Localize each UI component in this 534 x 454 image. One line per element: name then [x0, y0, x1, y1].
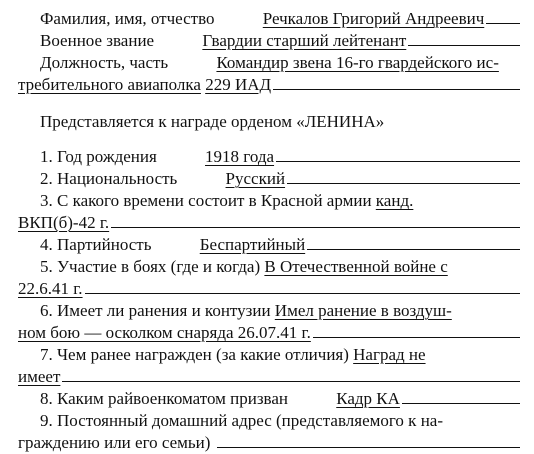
item-7-label: 7. Чем ранее награжден (за какие отличия) [40, 345, 349, 364]
position-row-cont [18, 74, 520, 96]
rank-label: Военное звание [40, 31, 155, 50]
fio-label: Фамилия, имя, отчество [40, 9, 215, 28]
position-value-line1: Командир звена 16-го гвардейского ис- [216, 53, 499, 72]
item-3-value-line1: канд. [375, 191, 414, 210]
item-6-label: 6. Имеет ли ранения и контузии [40, 301, 271, 320]
item-5-value-line2: 22.6.41 г. [18, 279, 83, 298]
item-4 [18, 234, 520, 256]
item-2-label: 2. Национальность [40, 169, 178, 188]
fio-value: Речкалов Григорий Андреевич [262, 9, 485, 28]
item-8-label: 8. Каким райвоенкоматом призван [40, 389, 288, 408]
item-7-rule [62, 367, 520, 382]
item-9-label-line1: 9. Постоянный домашний адрес (представляемого к на- [40, 411, 443, 430]
item-7-value-line2: имеет [18, 367, 61, 386]
award-form-document [18, 8, 520, 454]
item-1-label: 1. Год рождения [40, 147, 157, 166]
position-value-line2: требительного авиаполка [18, 75, 201, 94]
item-5-label: 5. Участие в боях (где и когда) [40, 257, 261, 276]
position-row [18, 52, 520, 74]
item-4-label: 4. Партийность [40, 235, 152, 254]
item-9 [18, 410, 520, 432]
item-7-cont [18, 366, 520, 388]
item-1 [18, 146, 520, 168]
item-4-rule [307, 235, 520, 250]
position-label: Должность, часть [40, 53, 169, 72]
award-statement: Представляется к награде орденом «ЛЕНИНА» [40, 112, 385, 131]
item-6 [18, 300, 520, 322]
item-6-value-line2: ном бою — осколком снаряда 26.07.41 г. [18, 323, 311, 342]
rank-rule [408, 31, 520, 46]
item-8 [18, 388, 520, 410]
item-3-rule [111, 213, 520, 228]
item-3-value-line2: ВКП(б)-42 г. [18, 213, 110, 232]
rank-value: Гвардии старший лейтенант [202, 31, 407, 50]
item-8-rule [402, 389, 520, 404]
item-3 [18, 190, 520, 212]
item-3-cont [18, 212, 520, 234]
item-7-value-line1: Наград не [353, 345, 426, 364]
item-1-rule [276, 147, 520, 162]
item-5-value-line1: В Отечественной войне с [264, 257, 448, 276]
item-2-value: Русский [225, 169, 286, 188]
item-5 [18, 256, 520, 278]
item-9-label-line2: граждению или его семьи) [18, 433, 211, 452]
item-2-rule [287, 169, 520, 184]
item-8-value: Кадр КА [336, 389, 400, 408]
item-6-value-line1: Имел ранение в воздуш- [274, 301, 452, 320]
item-9-cont [18, 432, 520, 454]
item-5-cont [18, 278, 520, 300]
item-7 [18, 344, 520, 366]
item-6-cont [18, 322, 520, 344]
item-6-rule [313, 323, 520, 338]
item-1-value: 1918 года [205, 147, 275, 166]
item-4-value: Беспартийный [199, 235, 306, 254]
rank-row [18, 30, 520, 52]
item-3-label: 3. С какого времени состоит в Красной армии [40, 191, 372, 210]
item-5-rule [85, 279, 520, 294]
fio-row [18, 8, 520, 30]
item-2 [18, 168, 520, 190]
position-rule [273, 75, 520, 90]
position-unit: 229 ИАД [205, 75, 272, 94]
item-9-rule [217, 433, 520, 448]
fio-rule [486, 9, 520, 24]
